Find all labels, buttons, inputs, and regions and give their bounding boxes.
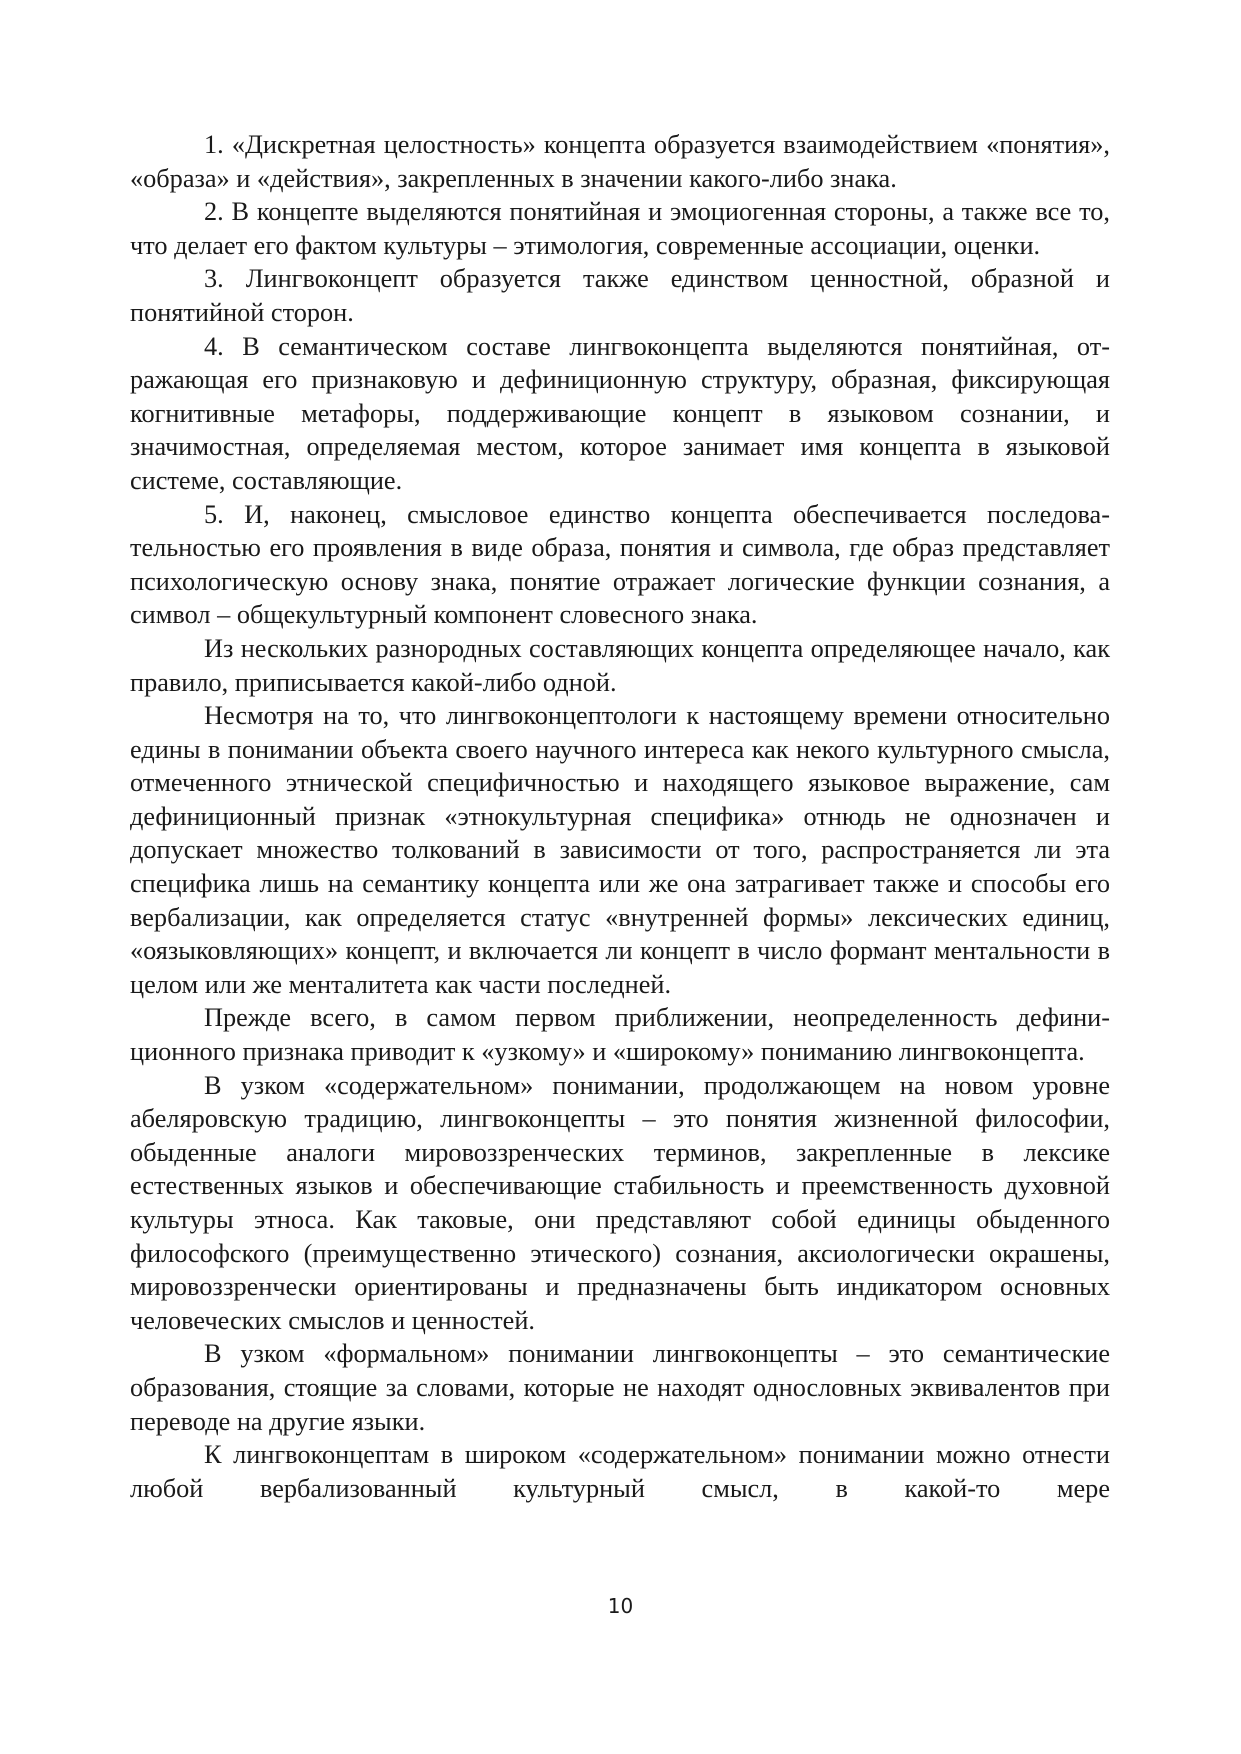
paragraph-6: Из нескольких разнородных составляющих концепта определяющее начало, как правило, приписывается какой-либо одной. [130, 633, 1110, 697]
paragraph-10: В узком «формальном» понимании лингвоконцепты – это семантические образования, стоящие за словами, которые не находят однословных эквивалентов при переводе на другие языки. [130, 1339, 1110, 1436]
paragraph-3: 3. Лингвоконцепт образуется также единством ценностной, образной и понятийной сторон. [130, 264, 1110, 327]
page-number: 10 [607, 1594, 634, 1618]
paragraph-2: 2. В концепте выделяются понятийная и эмоциогенная стороны, а также все то, что делает его фактом культуры – этимология, современные ассоциации, оценки. [130, 197, 1110, 260]
paragraph-8: Прежде всего, в самом первом приближении, неопределенность дефиниционного признака приводит к «узкому» и «широкому» пониманию лингвоконцепта. [130, 1003, 1110, 1067]
paragraph-9: В узком «содержательном» понимании, продолжающем на новом уровне абеляровскую традицию, лингвоконцепты – это понятия жизненной философии, обыденные аналоги мировоззренческих терминов, закрепленные в лексике естественных языков и обеспечивающие стабильность и преемственность духовной культуры этноса. Как таковые, они представляют собой единицы обыденного философского (преимущественно этического) сознания, аксиологически окрашены, мировоззренчески ориентированы и предназначены быть индикатором основных человеческих смыслов и ценностей. [130, 1070, 1110, 1335]
paragraph-7: Несмотря на то, что лингвоконцептологи к настоящему времени относительно едины в понимании объекта своего научного интереса как некого культурного смысла, отмеченного этнической специфичностью и находящего языковое выражение, сам дефиниционный признак «этнокультурная специфика» отнюдь не однозначен и допускает множество толкований в зависимости от того, распространяется ли эта специфика лишь на семантику концепта или же она затрагивает также и способы его вербализации, как определяется статус «внутренней формы» лексических единиц, «оязыковляющих» концепт, и включается ли концепт в число формант ментальности в целом или же менталитета как части последней. [130, 701, 1110, 999]
paragraph-1: 1. «Дискретная целостность» концепта образуется взаимодействием «понятия», «образа» и «действия», закрепленных в значении какого-либо знака. [130, 130, 1110, 193]
paragraph-11: К лингвоконцептам в широком «содержательном» понимании можно отнести любой вербализованный культурный смысл, в какой-то мере [130, 1440, 1110, 1503]
paragraph-4: 4. В семантическом составе лингвоконцепта выделяются понятийная, отражающая его признаковую и дефиниционную структуру, образная, фиксирующая когнитивные метафоры, поддерживающие концепт в языковом сознании, и значимостная, определяемая местом, которое занимает имя концепта в языковой системе, составляющие. [130, 331, 1110, 495]
body-text [130, 128, 1110, 1505]
paragraph-5: 5. И, наконец, смысловое единство концепта обеспечивается последовательностью его проявления в виде образа, понятия и символа, где образ представляет психологическую основу знака, понятие отражает логические функции сознания, а символ – общекультурный компонент словесного знака. [130, 499, 1110, 630]
